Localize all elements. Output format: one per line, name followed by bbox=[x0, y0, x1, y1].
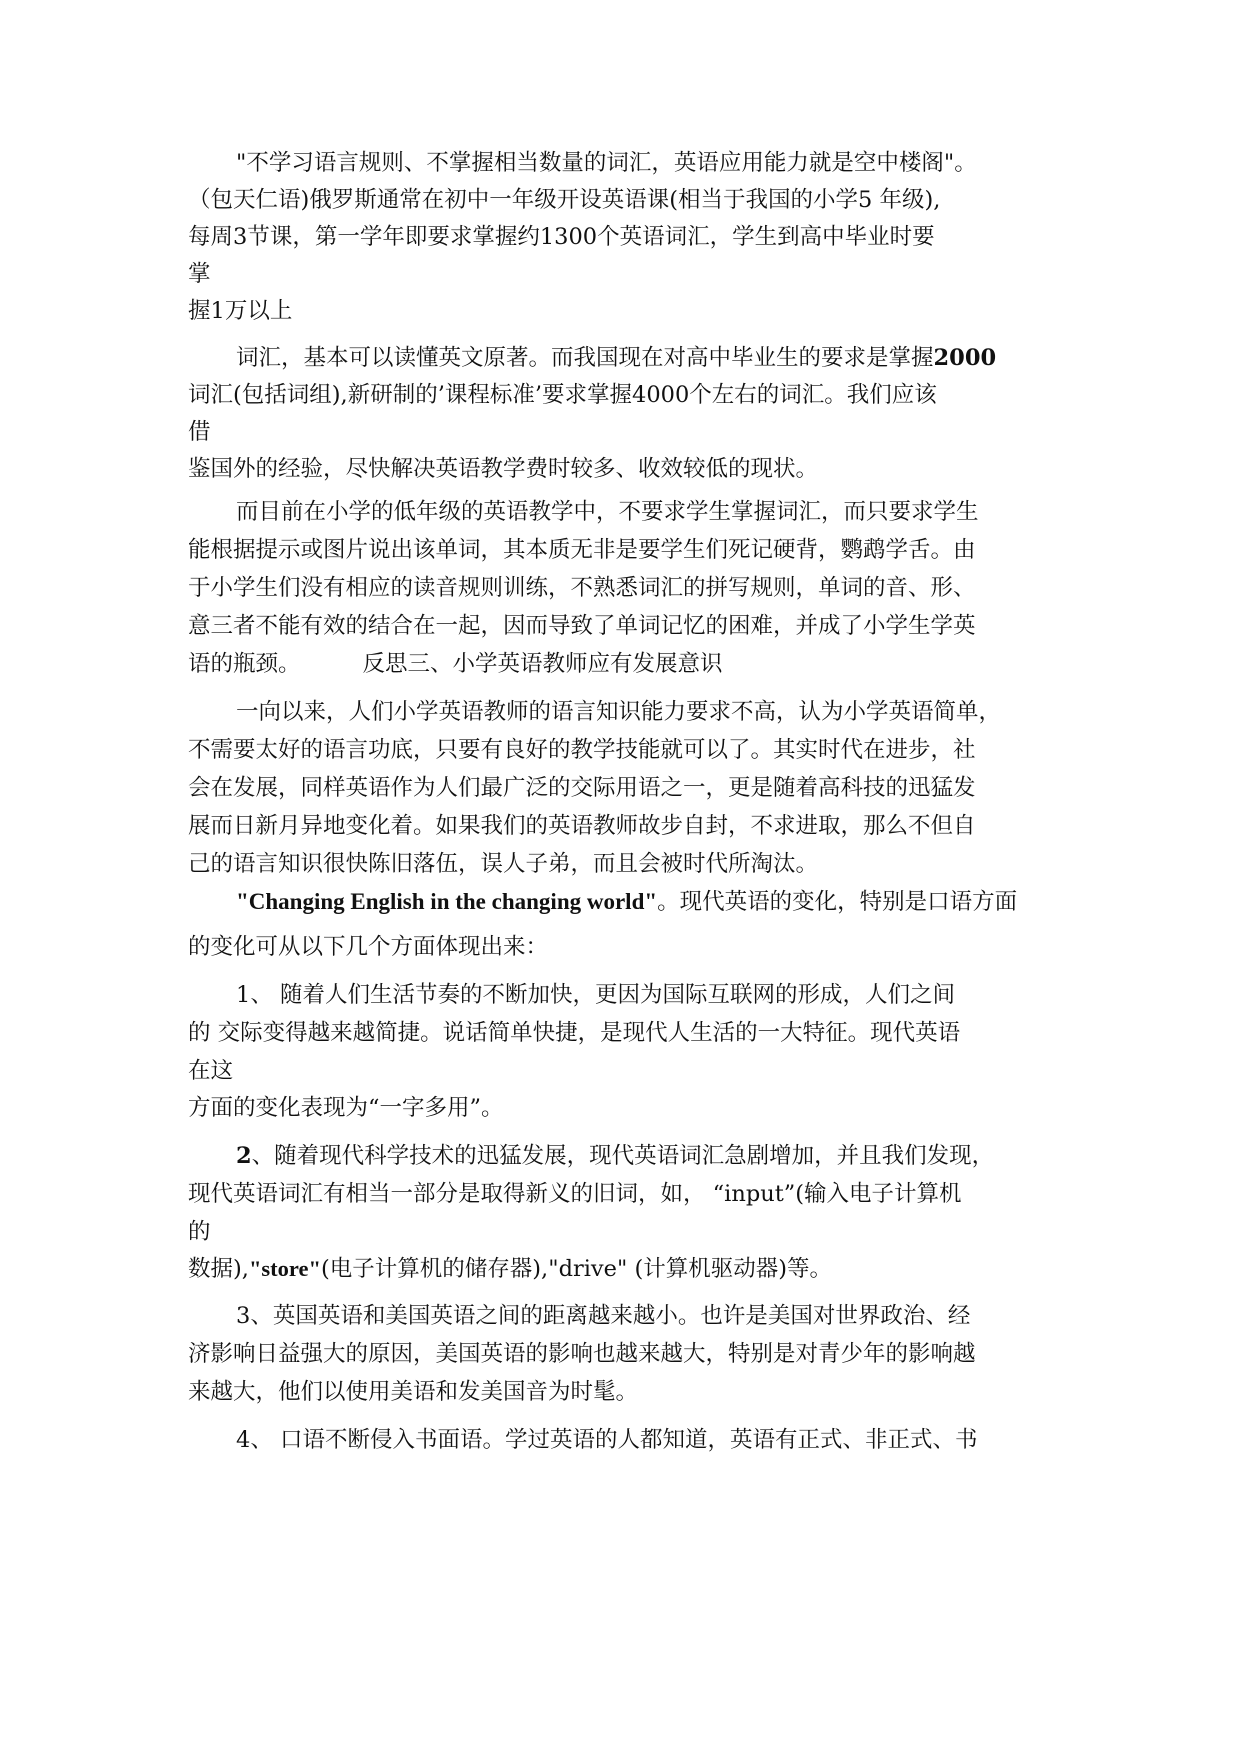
text-line bbox=[188, 1254, 832, 1284]
text-line: 每周3节课，第一学年即要求掌握约1300个英语词汇，学生到高中毕业时要 bbox=[188, 224, 935, 250]
text-line: （包天仁语)俄罗斯通常在初中一年级开设英语课(相当于我国的小学5 年级), bbox=[188, 187, 941, 213]
text-run: (电子计算机的储存器), bbox=[321, 1256, 549, 1282]
bold-store: "store" bbox=[248, 1256, 321, 1281]
text-line: 3、英国英语和美国英语之间的距离越来越小。也许是美国对世界政治、经 bbox=[236, 1303, 971, 1329]
text-line: 一向以来，人们小学英语教师的语言知识能力要求不高，认为小学英语简单， bbox=[236, 699, 1002, 725]
text-line: 展而日新月异地变化着。如果我们的英语教师故步自封，不求进取，那么不但自 bbox=[188, 813, 976, 839]
text-line: 4、 口语不断侵入书面语。学过英语的人都知道，英语有正式、非正式、书 bbox=[236, 1427, 978, 1453]
text-line: 借 bbox=[188, 419, 211, 445]
text-line: 掌 bbox=[188, 261, 211, 287]
bold-prefix: 2 bbox=[236, 1143, 252, 1169]
text-line bbox=[188, 649, 723, 679]
text-line: 而目前在小学的低年级的英语教学中，不要求学生掌握词汇，而只要求学生 bbox=[236, 499, 979, 525]
text-line: 鉴国外的经验，尽快解决英语教学费时较多、收效较低的现状。 bbox=[188, 456, 819, 482]
text-line: 不需要太好的语言功底，只要有良好的教学技能就可以了。其实时代在进步，社 bbox=[188, 737, 976, 763]
text-run: 语的瓶颈。 bbox=[188, 651, 301, 677]
text-line bbox=[236, 887, 1017, 917]
bold-number: 2000 bbox=[933, 345, 997, 371]
text-line: 的 bbox=[188, 1219, 211, 1245]
text-line: 能根据提示或图片说出该单词，其本质无非是要学生们死记硬背，鹦鹉学舌。由 bbox=[188, 537, 976, 563]
text-line: 1、 随着人们生活节奏的不断加快，更因为国际互联网的形成，人们之间 bbox=[236, 982, 955, 1008]
text-run: "drive" (计算机驱动器)等。 bbox=[548, 1256, 833, 1282]
text-line: "不学习语言规则、不掌握相当数量的词汇，英语应用能力就是空中楼阁"。 bbox=[236, 150, 977, 176]
bold-quote: "Changing English in the changing world" bbox=[236, 889, 658, 914]
text-line: 握1万以上 bbox=[188, 298, 293, 324]
text-run: 数据), bbox=[188, 1256, 249, 1282]
text-line: 的 交际变得越来越简捷。说话简单快捷，是现代人生活的一大特征。现代英语 bbox=[188, 1020, 961, 1046]
text-line: 来越大，他们以使用美语和发美国音为时髦。 bbox=[188, 1379, 639, 1405]
text-line bbox=[236, 343, 996, 373]
text-line: 现代英语词汇有相当一部分是取得新义的旧词，如， “input”(输入电子计算机 bbox=[188, 1181, 962, 1207]
section-heading: 反思三、小学英语教师应有发展意识 bbox=[362, 651, 723, 677]
text-line: 方面的变化表现为“一字多用”。 bbox=[188, 1095, 504, 1121]
text-run: 、随着现代科学技术的迅猛发展，现代英语词汇急剧增加，并且我们发现， bbox=[251, 1143, 995, 1169]
text-run: 词汇，基本可以读懂英文原著。而我国现在对高中毕业生的要求是掌握 bbox=[236, 345, 934, 371]
text-run: 。现代英语的变化，特别是口语方面 bbox=[657, 889, 1018, 915]
text-line: 会在发展，同样英语作为人们最广泛的交际用语之一，更是随着高科技的迅猛发 bbox=[188, 775, 976, 801]
text-line: 己的语言知识很快陈旧落伍，误人子弟，而且会被时代所淘汰。 bbox=[188, 851, 819, 877]
text-line bbox=[236, 1141, 994, 1171]
text-line: 在这 bbox=[188, 1058, 234, 1084]
text-line: 意三者不能有效的结合在一起，因而导致了单词记忆的困难，并成了小学生学英 bbox=[188, 613, 976, 639]
text-line: 的变化可从以下几个方面体现出来： bbox=[188, 934, 549, 960]
text-line: 词汇(包括词组),新研制的’课程标准’要求掌握4000个左右的词汇。我们应该 bbox=[188, 382, 937, 408]
text-line: 于小学生们没有相应的读音规则训练，不熟悉词汇的拼写规则，单词的音、形、 bbox=[188, 575, 976, 601]
text-line: 济影响日益强大的原因，美国英语的影响也越来越大，特别是对青少年的影响越 bbox=[188, 1341, 976, 1367]
